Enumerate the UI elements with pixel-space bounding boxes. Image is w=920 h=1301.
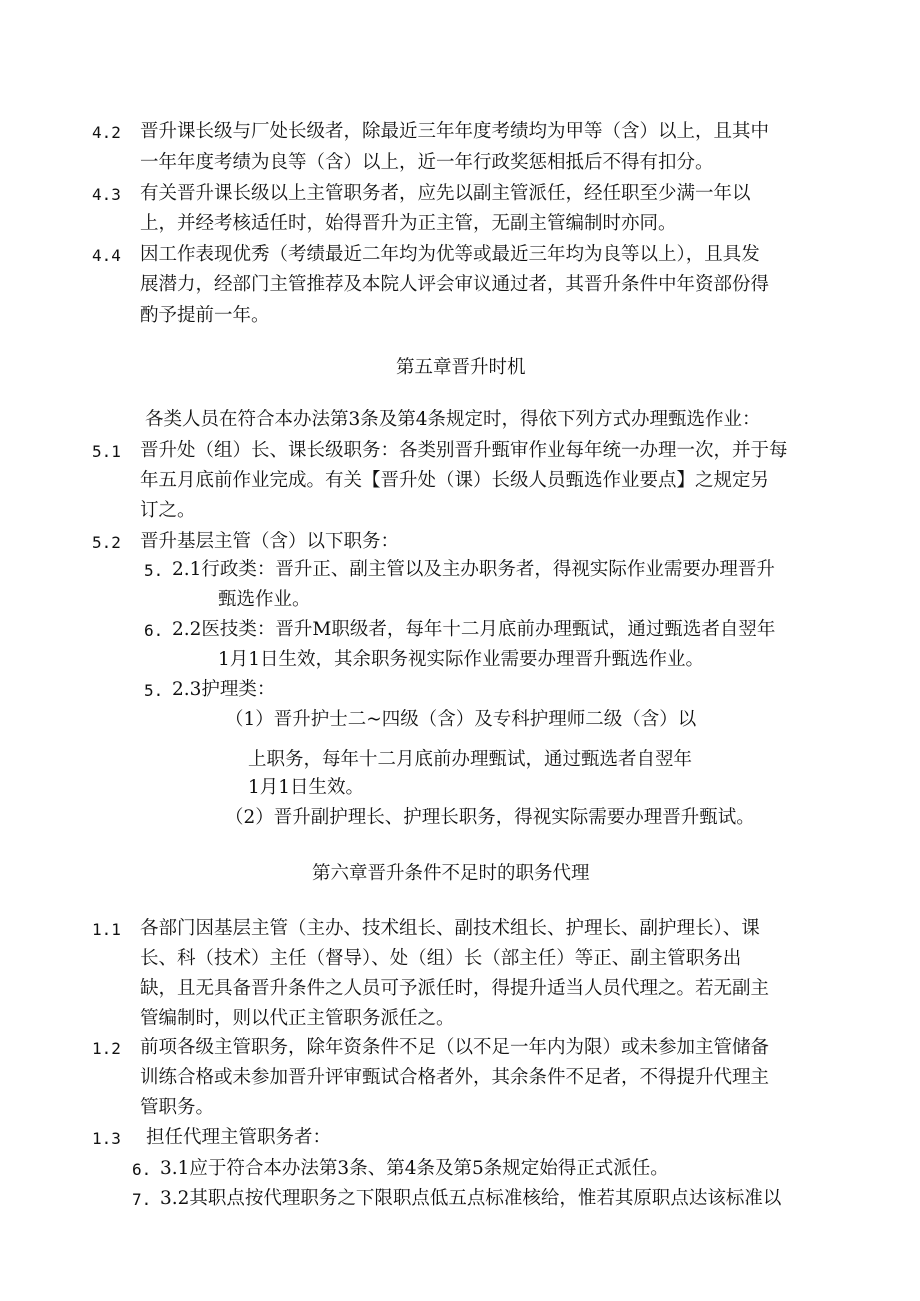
item-text-line: 管职务。 xyxy=(140,1097,215,1118)
item-text-line: 酌予提前一年。 xyxy=(140,305,270,326)
item-text-line: 管编制时，则以代正主管职务派任之。 xyxy=(140,1008,455,1029)
item-text-line: 上，并经考核适任时，始得晋升为正主管，无副主管编制时亦同。 xyxy=(140,213,677,234)
chapter-title: 第五章晋升时机 xyxy=(396,357,526,378)
item-text-line: 晋升课长级与厂处长级者，除最近三年年度考绩均为甲等（含）以上，且其中 xyxy=(140,121,770,142)
subitem-text-line: 2.1行政类：晋升正、副主管以及主办职务者，得视实际作业需要办理晋升 xyxy=(172,559,775,580)
subitem-text-line: 2.3护理类： xyxy=(172,679,276,700)
subitem-text-line: 1月1日生效，其余职务视实际作业需要办理晋升甄选作业。 xyxy=(218,649,705,670)
item-text-line: 年五月底前作业完成。有关【晋升处（课）长级人员甄选作业要点】之规定另 xyxy=(140,470,770,491)
subitem-number: 5. xyxy=(144,561,164,580)
item-number: 1.2 xyxy=(92,1039,121,1058)
subitem-number: 6. xyxy=(144,621,164,640)
item-text-line: 训练合格或未参加晋升评审甄试合格者外，其余条件不足者，不得提升代理主 xyxy=(140,1067,770,1088)
item-number: 4.2 xyxy=(92,123,121,142)
item-text-line: 各部门因基层主管（主办、技术组长、副技术组长、护理长、副护理长）、课 xyxy=(140,918,760,939)
item-number: 5.1 xyxy=(92,442,121,461)
chapter-title: 第六章晋升条件不足时的职务代理 xyxy=(312,863,590,884)
subitem-text-line: 2.2医技类：晋升M职级者，每年十二月底前办理甄试，通过甄选者自翌年 xyxy=(172,619,776,640)
item-text-line: 展潜力，经部门主管推荐及本院人评会审议通过者，其晋升条件中年资部份得 xyxy=(140,274,770,295)
item-text-line: 长、科（技术）主任（督导）、处（组）长（部主任）等正、副主管职务出 xyxy=(140,948,742,969)
item-text-line: 有关晋升课长级以上主管职务者，应先以副主管派任，经任职至少满一年以 xyxy=(140,183,751,204)
item-text-line: 担任代理主管职务者： xyxy=(146,1127,332,1148)
item-number: 5.2 xyxy=(92,533,121,552)
clause-text-line: 上职务，每年十二月底前办理甄试，通过甄选者自翌年 xyxy=(248,749,693,770)
item-text-line: 晋升基层主管（含）以下职务： xyxy=(140,531,400,552)
item-text-line: 一年年度考绩为良等（含）以上，近一年行政奖惩相抵后不得有扣分。 xyxy=(140,152,714,173)
item-text-line: 订之。 xyxy=(140,500,196,521)
item-text-line: 因工作表现优秀（考绩最近二年均为优等或最近三年均为良等以上），且具发 xyxy=(140,244,760,265)
subitem-text-line: 甄选作业。 xyxy=(218,589,311,610)
clause-text-line: （2）晋升副护理长、护理长职务，得视实际需要办理晋升甄试。 xyxy=(225,807,755,828)
item-number: 1.3 xyxy=(92,1129,121,1148)
clause-text-line: （1）晋升护士二~四级（含）及专科护理师二级（含）以 xyxy=(225,709,697,730)
item-text-line: 缺，且无具备晋升条件之人员可予派任时，得提升适当人员代理之。若无副主 xyxy=(140,978,770,999)
subitem-text-line: 3.1应于符合本办法第3条、第4条及第5条规定始得正式派任。 xyxy=(160,1158,669,1179)
subitem-number: 7. xyxy=(132,1190,152,1209)
chapter-intro: 各类人员在符合本办法第3条及第4条规定时，得依下列方式办理甄选作业： xyxy=(145,409,761,430)
subitem-number: 5. xyxy=(144,681,164,700)
clause-text-line: 1月1日生效。 xyxy=(248,777,365,798)
item-number: 4.3 xyxy=(92,185,121,204)
subitem-text-line: 3.2其职点按代理职务之下限职点低五点标准核给，惟若其原职点达该标准以 xyxy=(160,1188,782,1209)
item-text-line: 晋升处（组）长、课长级职务：各类别晋升甄审作业每年统一办理一次，并于每 xyxy=(140,440,788,461)
item-number: 4.4 xyxy=(92,246,121,265)
item-number: 1.1 xyxy=(92,920,121,939)
subitem-number: 6. xyxy=(132,1160,152,1179)
item-text-line: 前项各级主管职务，除年资条件不足（以不足一年内为限）或未参加主管储备 xyxy=(140,1037,770,1058)
